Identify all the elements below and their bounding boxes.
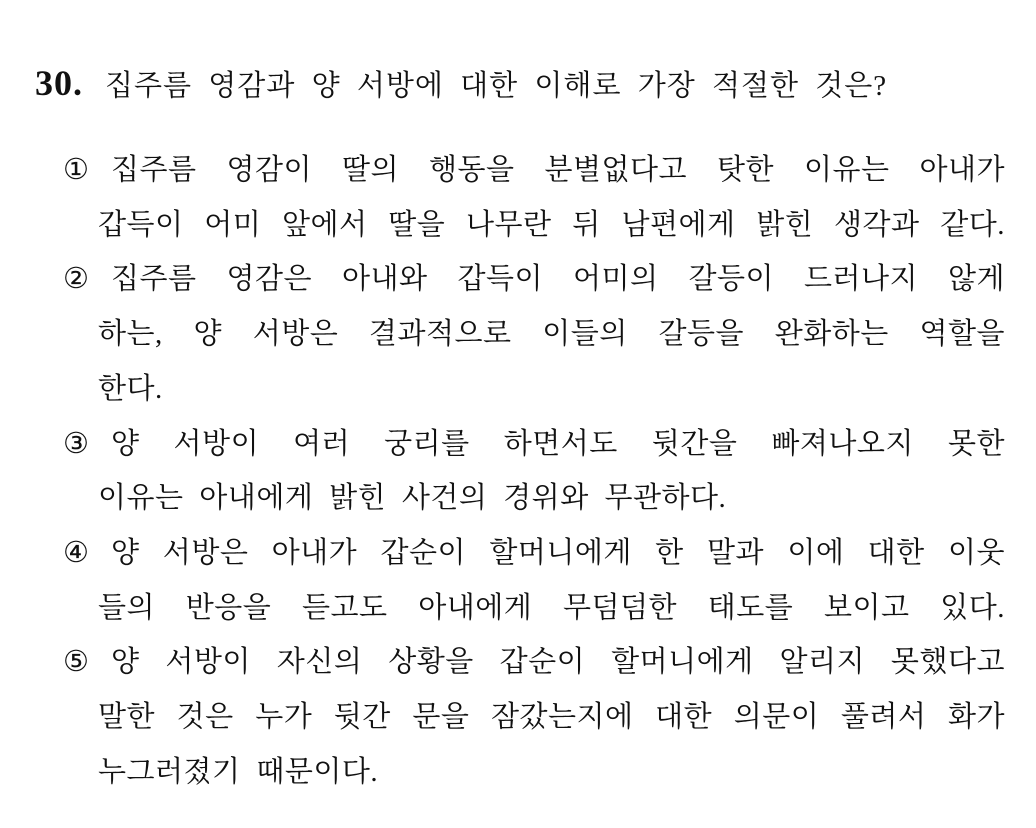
choice-3-line-1: 양 서방이 여러 궁리를 하면서도 뒷간을 빠져나오지 못한 [111, 427, 1005, 460]
choice-5-line-1: 양 서방이 자신의 상황을 갑순이 할머니에게 알리지 못했다고 [111, 646, 1005, 679]
choice-option-4[interactable] [63, 526, 1005, 635]
choice-option-2[interactable] [63, 252, 1005, 416]
choice-3-circled-number-icon[interactable]: ③ [63, 427, 89, 460]
choice-option-3[interactable] [63, 417, 1005, 526]
choice-2-line-2: 하는, 양 서방은 결과적으로 이들의 갈등을 완화하는 역할을 [98, 318, 1005, 351]
choice-3-line-1-row [63, 417, 1005, 472]
choice-option-5[interactable] [63, 635, 1005, 799]
choice-5-line-1-row [63, 635, 1005, 690]
choice-4-line-1: 양 서방은 아내가 갑순이 할머니에게 한 말과 이에 대한 이웃 [111, 536, 1005, 569]
choice-1-line-2: 갑득이 어미 앞에서 딸을 나무란 뒤 남편에게 밝힌 생각과 같다. [98, 208, 1005, 241]
choice-1-line-1: 집주름 영감이 딸의 행동을 분별없다고 탓한 이유는 아내가 [111, 154, 1005, 186]
choice-2-line-1: 집주름 영감은 아내와 갑득이 어미의 갈등이 드러나지 않게 [111, 263, 1005, 296]
choice-3-line-2: 이유는 아내에게 밝힌 사건의 경위와 무관하다. [98, 482, 727, 515]
choice-2-line-1-row [63, 252, 1005, 307]
choices-list [63, 143, 1005, 799]
choice-1-circled-number-icon[interactable]: ① [63, 154, 89, 186]
choice-1-line-1-row [63, 143, 1005, 198]
choice-4-circled-number-icon[interactable]: ④ [63, 536, 89, 569]
question-number: 30. [35, 63, 83, 103]
question-title: 집주름 영감과 양 서방에 대한 이해로 가장 적절한 것은? [105, 70, 888, 102]
question-header [35, 61, 887, 108]
choice-2-circled-number-icon[interactable]: ② [63, 263, 89, 296]
choice-2-line-3: 한다. [98, 372, 163, 405]
choice-option-1[interactable] [63, 143, 1005, 252]
choice-4-line-2: 들의 반응을 듣고도 아내에게 무덤덤한 태도를 보이고 있다. [98, 591, 1005, 624]
choice-5-line-2: 말한 것은 누가 뒷간 문을 잠갔는지에 대한 의문이 풀려서 화가 [98, 701, 1005, 734]
choice-4-line-1-row [63, 526, 1005, 581]
choice-5-line-3: 누그러졌기 때문이다. [98, 755, 379, 788]
choice-5-circled-number-icon[interactable]: ⑤ [63, 646, 89, 679]
